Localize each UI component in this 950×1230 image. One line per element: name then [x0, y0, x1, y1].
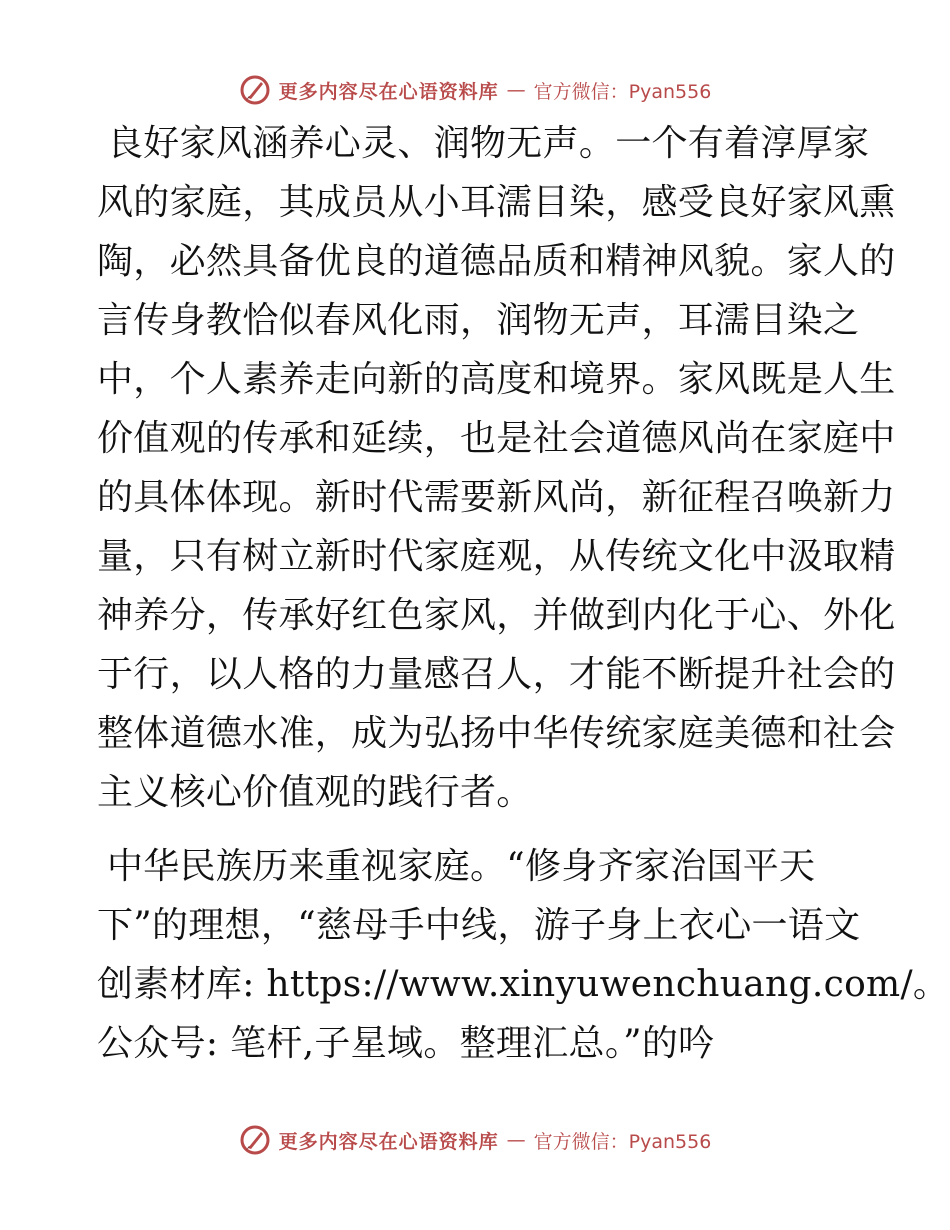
text-line: 中华民族历来重视家庭。“修身齐家治国平天: [107, 846, 816, 887]
text-line: 于行，以人格的力量感召人，才能不断提升社会的: [97, 654, 896, 695]
text-line: 风的家庭，其成员从小耳濡目染，感受良好家风熏: [97, 182, 896, 223]
header-separator: —: [506, 79, 526, 101]
text-line: 神养分，传承好红色家风，并做到内化于心、外化: [97, 595, 896, 636]
paragraph-2: [97, 837, 950, 1073]
text-line: 公众号: 笔杆,子星域。整理汇总。”的吟: [97, 1023, 715, 1064]
footer-slogan: 更多内容尽在心语资料库: [278, 1130, 499, 1153]
text-line: 主义核心价值观的践行者。: [97, 772, 533, 813]
header-contact: 官方微信：Pyan556: [533, 80, 712, 103]
footer-banner: [0, 1120, 950, 1160]
feather-pen-logo-icon: [239, 74, 271, 106]
text-line: 陶，必然具备优良的道德品质和精神风貌。家人的: [97, 241, 896, 282]
footer-separator: —: [506, 1129, 526, 1151]
header-banner: [0, 70, 950, 110]
document-body: [97, 114, 950, 1073]
header-slogan: 更多内容尽在心语资料库: [278, 80, 499, 103]
text-line: 言传身教恰似春风化雨，润物无声，耳濡目染之: [97, 300, 860, 341]
text-line: 下”的理想，“慈母手中线，游子身上衣心一语文: [97, 905, 861, 946]
text-line: 中，个人素养走向新的高度和境界。家风既是人生: [97, 359, 896, 400]
text-line: 价值观的传承和延续，也是社会道德风尚在家庭中: [97, 418, 896, 459]
text-line: 创素材库: https://www.xinyuwenchuang.com/。: [97, 964, 950, 1005]
feather-pen-logo-icon: [239, 1124, 271, 1156]
footer-contact: 官方微信：Pyan556: [533, 1130, 712, 1153]
text-line: 整体道德水准，成为弘扬中华传统家庭美德和社会: [97, 713, 896, 754]
text-line: 量，只有树立新时代家庭观，从传统文化中汲取精: [97, 536, 896, 577]
text-line: 的具体体现。新时代需要新风尚，新征程召唤新力: [97, 477, 896, 518]
text-line: 良好家风涵养心灵、润物无声。一个有着淳厚家: [107, 123, 870, 164]
paragraph-1: [97, 114, 896, 822]
